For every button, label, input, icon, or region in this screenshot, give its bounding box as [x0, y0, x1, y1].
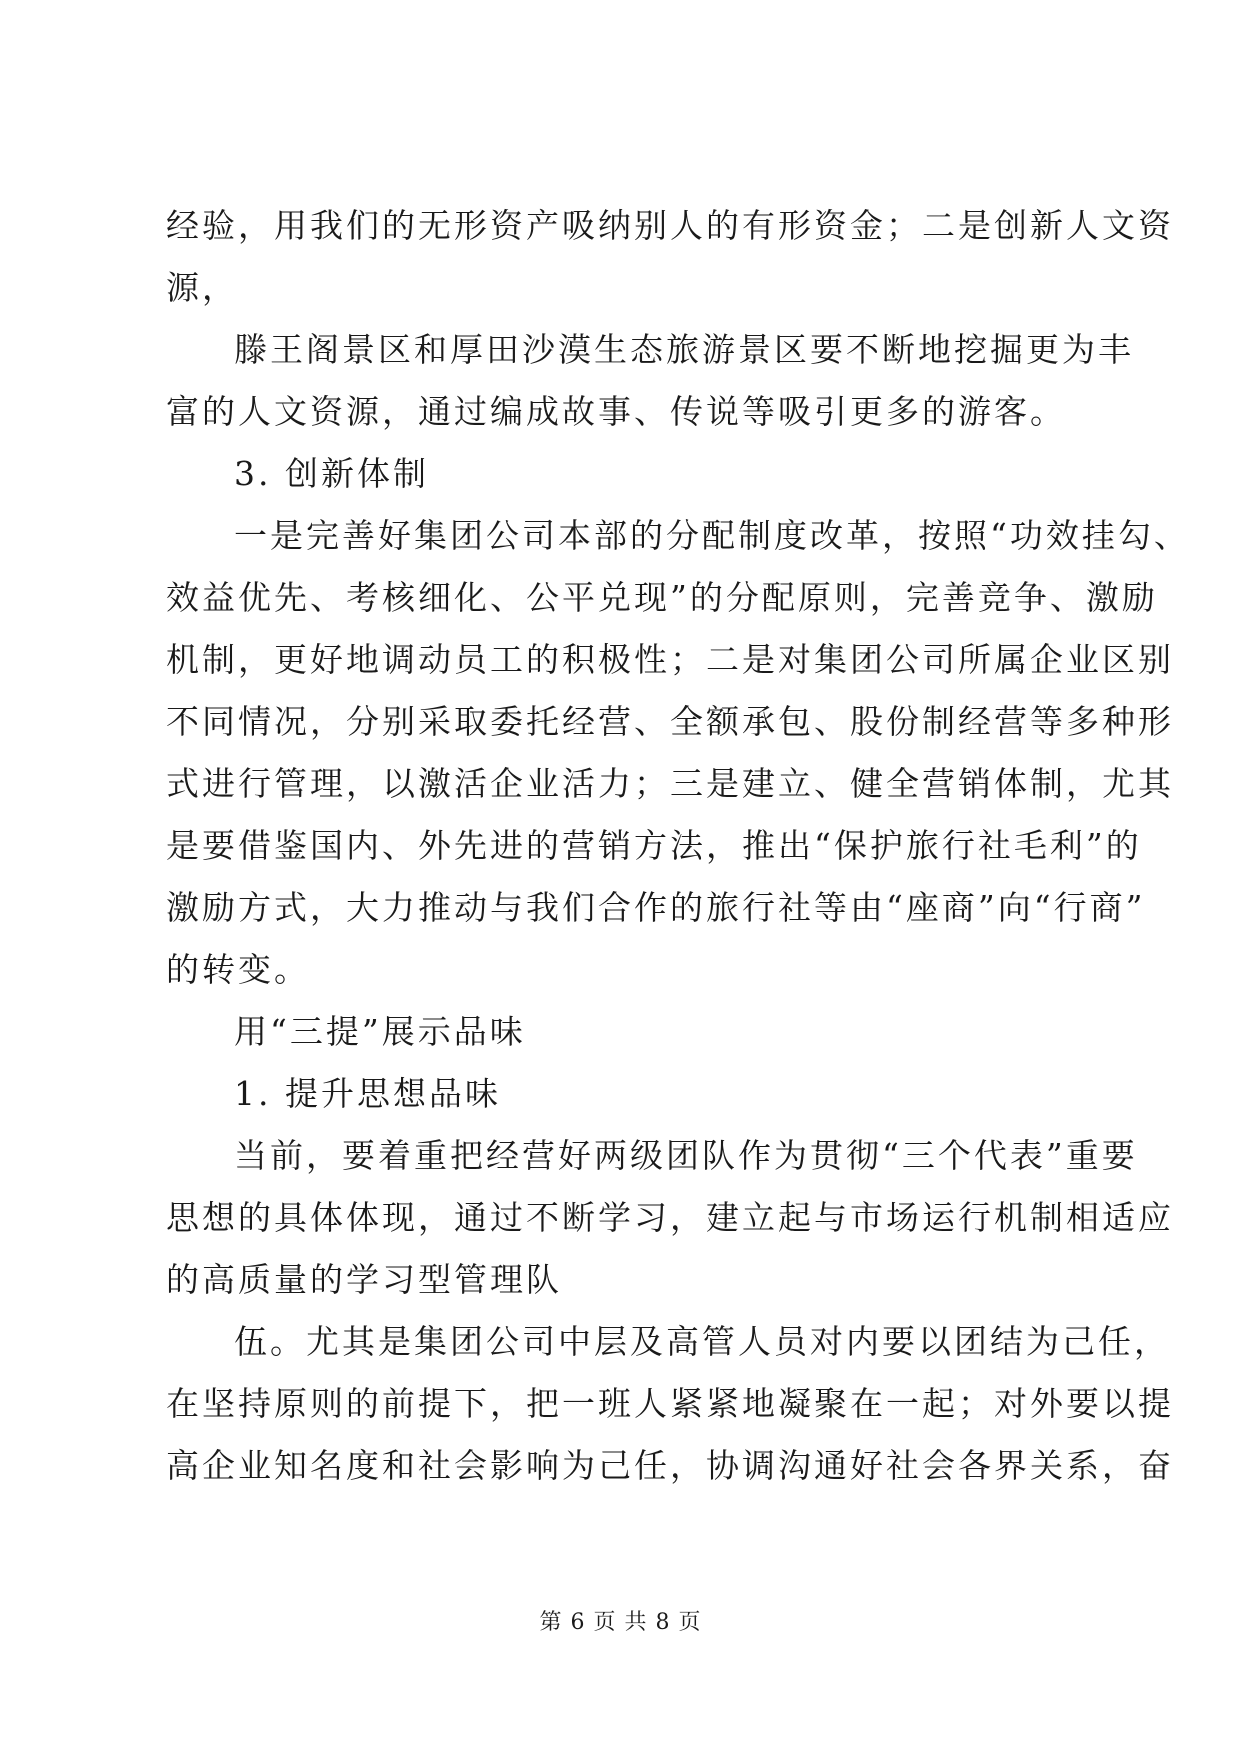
section-heading: 3. 创新体制 — [234, 454, 429, 493]
text-line: 机制，更好地调动员工的积极性；二是对集团公司所属企业区别 — [166, 640, 1174, 679]
text-line: 滕王阁景区和厚田沙漠生态旅游景区要不断地挖掘更为丰 — [234, 330, 1134, 369]
text-line: 源， — [166, 268, 238, 307]
text-line: 当前，要着重把经营好两级团队作为贯彻“三个代表”重要 — [234, 1136, 1138, 1175]
text-line: 的高质量的学习型管理队 — [166, 1260, 562, 1299]
text-line: 高企业知名度和社会影响为己任，协调沟通好社会各界关系，奋 — [166, 1446, 1174, 1485]
text-line: 经验，用我们的无形资产吸纳别人的有形资金；二是创新人文资 — [166, 206, 1174, 245]
text-line: 思想的具体体现，通过不断学习，建立起与市场运行机制相适应 — [166, 1198, 1174, 1237]
text-line: 激励方式，大力推动与我们合作的旅行社等由“座商”向“行商” — [166, 888, 1146, 927]
text-line: 效益优先、考核细化、公平兑现”的分配原则，完善竞争、激励 — [166, 578, 1158, 617]
text-line: 是要借鉴国内、外先进的营销方法，推出“保护旅行社毛利”的 — [166, 826, 1142, 865]
text-line: 一是完善好集团公司本部的分配制度改革，按照“功效挂勾、 — [234, 516, 1190, 555]
text-line: 的转变。 — [166, 950, 310, 989]
page-footer: 第 6 页 共 8 页 — [539, 1610, 702, 1635]
text-line: 在坚持原则的前提下，把一班人紧紧地凝聚在一起；对外要以提 — [166, 1384, 1174, 1423]
text-line: 不同情况，分别采取委托经营、全额承包、股份制经营等多种形 — [166, 702, 1174, 741]
text-line: 富的人文资源，通过编成故事、传说等吸引更多的游客。 — [166, 392, 1066, 431]
text-line: 伍。尤其是集团公司中层及高管人员对内要以团结为己任， — [234, 1322, 1170, 1361]
text-line: 式进行管理，以激活企业活力；三是建立、健全营销体制，尤其 — [166, 764, 1174, 803]
section-heading: 用“三提”展示品味 — [234, 1012, 526, 1051]
body-text — [166, 195, 1190, 1497]
section-heading: 1. 提升思想品味 — [234, 1074, 501, 1113]
